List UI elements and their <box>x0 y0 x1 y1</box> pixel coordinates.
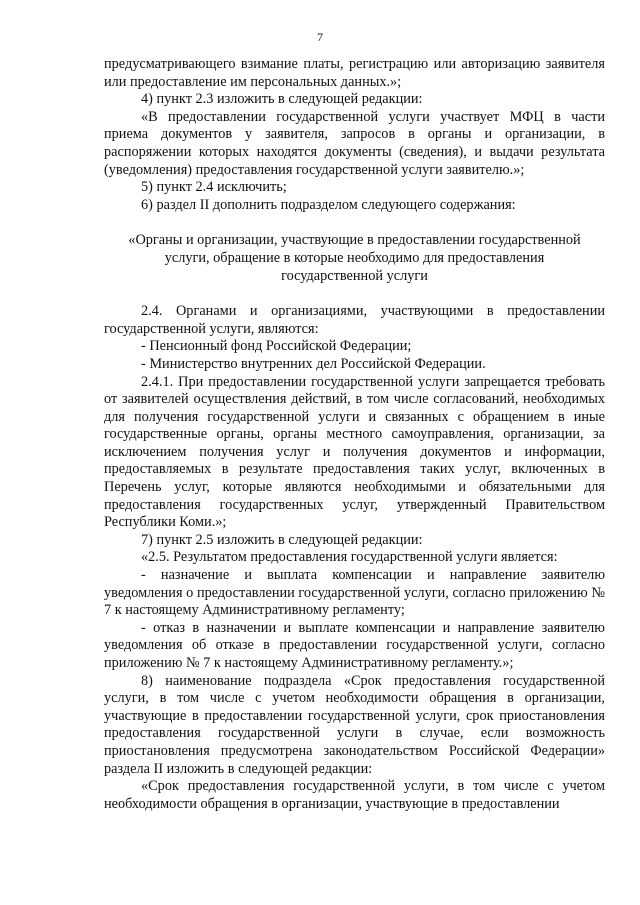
list-item: - Министерство внутренних дел Российской Федерации. <box>141 355 486 372</box>
page-number: 7 <box>317 30 323 44</box>
list-item: - отказ в назначении и выплате компенсации и направление заявителю уведомления об отказе в предоставлении государственной услуги, согласно приложению № 7 к настоящему Административному регламенту.»; <box>104 619 605 671</box>
paragraph: 4) пункт 2.3 изложить в следующей редакции: <box>141 91 423 108</box>
paragraph: предусматривающего взимание платы, регистрацию или авторизацию заявителя или предоставление им персональных данных.»; <box>104 56 605 90</box>
paragraph: «2.5. Результатом предоставления государственной услуги является: <box>141 549 558 566</box>
paragraph: 5) пункт 2.4 исключить; <box>141 179 287 196</box>
paragraph: «Срок предоставления государственной услуги, в том числе с учетом необходимости обращения в организации, участвующие в предоставлении <box>104 778 605 812</box>
paragraph: «В предоставлении государственной услуги участвует МФЦ в части приема документов у заявителя, запросов в органы и организации, в распоряжении которых находятся документы (сведения), и выдачи результата (уведомления) предоставления государственной услуги заявителю.»; <box>104 108 605 178</box>
document-body <box>104 56 605 813</box>
paragraph: 7) пункт 2.5 изложить в следующей редакции: <box>141 531 423 548</box>
paragraph: 8) наименование подраздела «Срок предоставления государственной услуги, в том числе с учетом необходимости обращения в организации, участвующие в предоставлении государственной услуги, срок приостановления предоставления государственной услуги в случае, если возможность приостановления предусмотрена законодательством Российской Федерации» раздела II изложить в следующей редакции: <box>104 672 605 777</box>
paragraph: 2.4. Органами и организациями, участвующими в предоставлении государственной услуги, являются: <box>104 303 605 337</box>
paragraph: 2.4.1. При предоставлении государственной услуги запрещается требовать от заявителей осуществления действий, в том числе согласований, необходимых для получения государственной услуги и связанных с обращением в иные государственные органы, органы местного самоуправления, организации, за исключением получения услуг и получения документов и информации, предоставляемых в результате предоставления таких услуг, включенных в Перечень услуг, которые являются необходимыми и обязательными для предоставления государственных услуг, утвержденный Правительством Республики Коми.»; <box>104 373 605 531</box>
paragraph: 6) раздел II дополнить подразделом следующего содержания: <box>141 196 516 213</box>
section-heading: «Органы и организации, участвующие в предоставлении государственной услуги, обращение в которые необходимо для предоставления государственной услуги <box>128 232 581 284</box>
list-item: - назначение и выплата компенсации и направление заявителю уведомления о предоставлении государственной услуги, согласно приложению № 7 к настоящему Административному регламенту; <box>104 567 605 619</box>
list-item: - Пенсионный фонд Российской Федерации; <box>141 338 412 355</box>
